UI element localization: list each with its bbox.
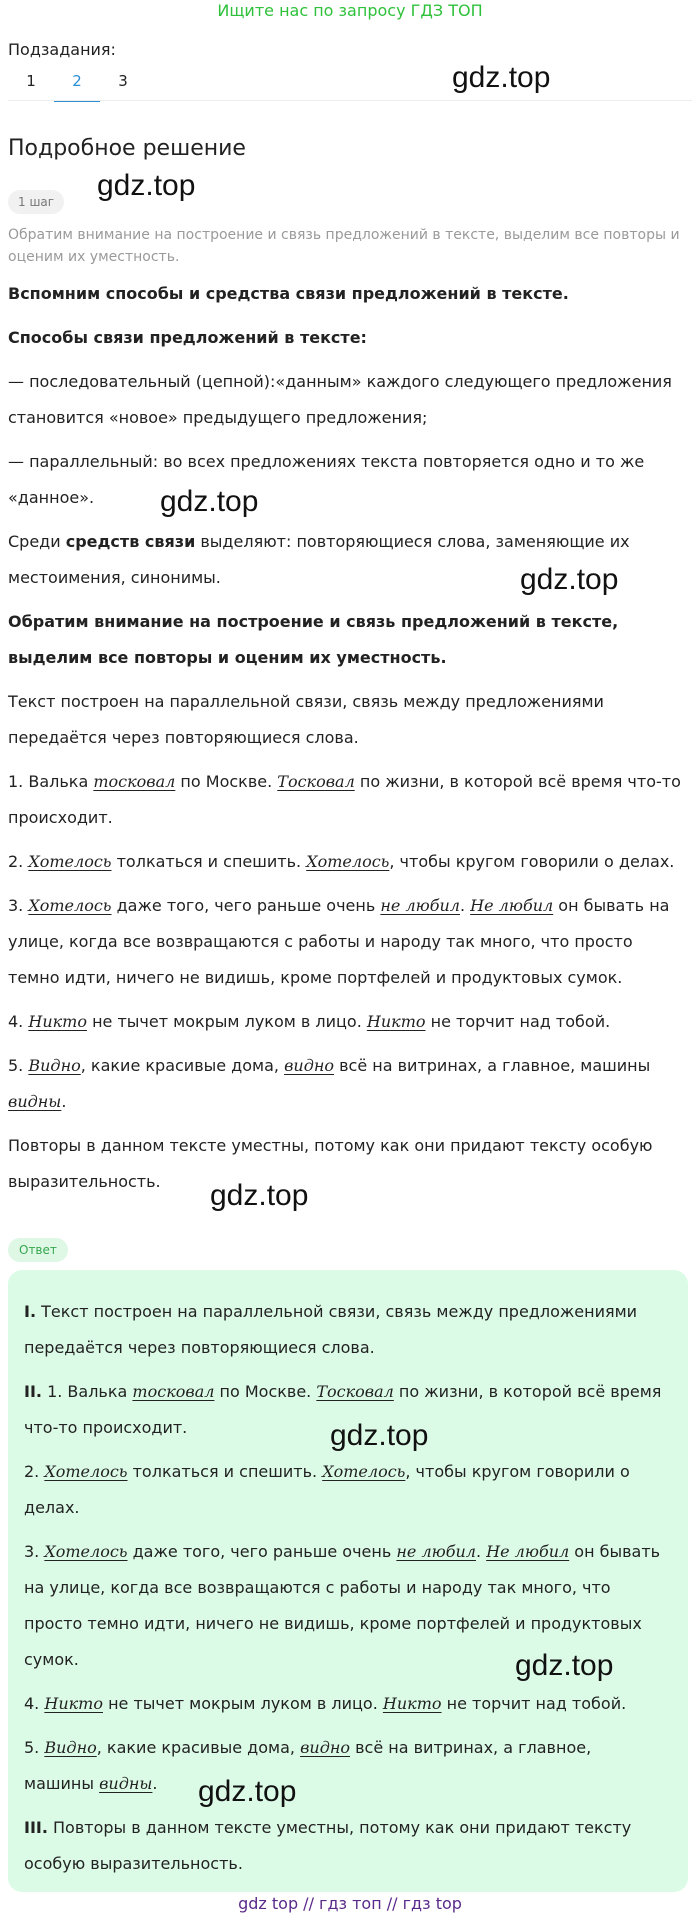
text: . [475,1542,487,1561]
point-mark: II. [24,1382,42,1401]
answer-sentence-4 [24,1686,664,1722]
step-description: Обратим внимание на построение и связь предложений в тексте, выделим все повторы и оценим их уместность. [8,227,680,265]
repeat-word: Никто [44,1694,103,1713]
step-badge: 1 шаг [8,190,64,214]
method-sequential: — последовательный (цепной):«данным» каждого следующего предложения становится «новое» предыдущего предложения; [8,372,672,427]
repeat-word: видно [284,1056,335,1075]
solution-body [8,224,688,1200]
repeat-word: Хотелось [306,852,390,871]
text: по Москве. [214,1382,317,1401]
footer-links[interactable]: gdz top // гдз топ // гдз top [238,1894,462,1913]
watermark: gdz.top [160,485,259,518]
watermark: gdz.top [330,1419,429,1452]
text: 4. [8,1012,29,1031]
text: он бывать на улице, когда все возвращаются с работы и народу так много, что просто темно идти, ничего не видишь, кроме портфелей и продуктовых сумок. [8,896,670,987]
text: 2. [24,1462,45,1481]
section-title: Подробное решение [8,136,246,161]
watermark: gdz.top [515,1649,614,1682]
recall-heading: Вспомним способы и средства связи предложений в тексте. [8,284,569,303]
repeat-word: Не любил [470,896,554,915]
answer-sentence-5 [24,1730,664,1802]
text: 3. [8,896,29,915]
text: . [459,896,471,915]
repeat-word: Не любил [486,1542,570,1561]
watermark: gdz.top [97,169,196,202]
text: 5. [24,1738,45,1757]
repeat-word: не любил [396,1542,476,1561]
answer-badge: Ответ [8,1238,68,1262]
means-bold: средств связи [65,532,196,551]
means-post: выделяют: повторяющиеся слова, заменяющие их местоимения, синонимы. [8,532,630,587]
repeat-word: Тосковал [316,1382,394,1401]
repeat-word: Хотелось [28,896,112,915]
repeat-word: видны [99,1774,153,1793]
text: по жизни, в которой всё время что-то происходит. [24,1382,662,1437]
text: 1. Валька [41,1382,133,1401]
text: 3. [24,1542,45,1561]
subtasks-label: Подзадания: [8,40,116,59]
answer-body [24,1294,664,1882]
text: всё на витринах, а главное, машины [334,1056,651,1075]
sentence-3 [8,888,688,996]
tab-subtask-3[interactable]: 3 [118,72,128,90]
text: не торчит над тобой. [425,1012,611,1031]
tab-subtask-2[interactable]: 2 [54,68,100,102]
text: , чтобы кругом говорили о делах. [389,852,675,871]
construction-paragraph: Текст построен на параллельной связи, связь между предложениями передаётся через повторяющиеся слова. [8,692,604,747]
repeat-word: тосковал [93,772,176,791]
point-mark: III. [24,1818,48,1837]
watermark: gdz.top [452,61,551,94]
attention-heading: Обратим внимание на построение и связь предложений в тексте, выделим все повторы и оценим их уместность. [8,612,619,667]
repeat-word: не любил [380,896,460,915]
text: даже того, чего раньше очень [127,1542,397,1561]
sentence-2 [8,844,688,880]
repeat-word: Видно [28,1056,81,1075]
text: 5. [8,1056,29,1075]
repeat-word: видны [8,1092,62,1111]
text: , чтобы кругом говорили о делах. [24,1462,630,1517]
methods-heading: Способы связи предложений в тексте: [8,328,367,347]
tab-subtask-1[interactable]: 1 [26,72,36,90]
repeat-word: Никто [28,1012,87,1031]
text: . [61,1092,67,1111]
text: , какие красивые дома, [80,1056,285,1075]
text: . [152,1774,158,1793]
sentence-1 [8,764,688,836]
answer-sentence-2 [24,1454,664,1526]
text: 1. Валька [8,772,94,791]
repeat-word: видно [300,1738,351,1757]
text: не тычет мокрым луком в лицо. [102,1694,383,1713]
sentence-5 [8,1048,688,1120]
repeat-word: Никто [382,1694,442,1713]
text: не торчит над тобой. [441,1694,627,1713]
repeat-word: Хотелось [322,1462,406,1481]
text: Повторы в данном тексте уместны, потому как они придают тексту особую выразительность. [24,1818,632,1873]
watermark: gdz.top [198,1775,297,1808]
repeat-word: Хотелось [44,1462,128,1481]
tabs-divider [8,100,692,101]
method-parallel: — параллельный: во всех предложениях текста повторяется одно и то же «данное». [8,452,645,507]
text: толкаться и спешить. [111,852,307,871]
text: он бывать на улице, когда все возвращаются с работы и народу так много, что просто темно идти, ничего не видишь, кроме портфелей и продуктовых сумок. [24,1542,661,1669]
point-mark: I. [24,1302,37,1321]
answer-point-1 [24,1294,664,1366]
repeat-word: Никто [366,1012,426,1031]
repeat-word: тосковал [132,1382,215,1401]
subtask-tabs [8,68,146,102]
text: 2. [8,852,29,871]
conclusion-paragraph: Повторы в данном тексте уместны, потому как они придают тексту особую выразительность. [8,1136,653,1191]
text: , какие красивые дома, [96,1738,301,1757]
text: даже того, чего раньше очень [111,896,381,915]
means-pre: Среди [8,532,66,551]
text: Текст построен на параллельной связи, связь между предложениями передаётся через повторяющиеся слова. [24,1302,638,1357]
watermark: gdz.top [210,1179,309,1212]
text: по Москве. [175,772,278,791]
search-promo-banner: Ищите нас по запросу ГДЗ ТОП [217,1,483,20]
repeat-word: Видно [44,1738,97,1757]
repeat-word: Хотелось [44,1542,128,1561]
text: 4. [24,1694,45,1713]
repeat-word: Хотелось [28,852,112,871]
text: толкаться и спешить. [127,1462,323,1481]
watermark: gdz.top [520,563,619,596]
text: всё на витринах, а главное, машины [24,1738,592,1793]
repeat-word: Тосковал [277,772,355,791]
answer-point-3 [24,1810,664,1882]
text: по жизни, в которой всё время что-то происходит. [8,772,681,827]
text: не тычет мокрым луком в лицо. [86,1012,367,1031]
sentence-4 [8,1004,688,1040]
